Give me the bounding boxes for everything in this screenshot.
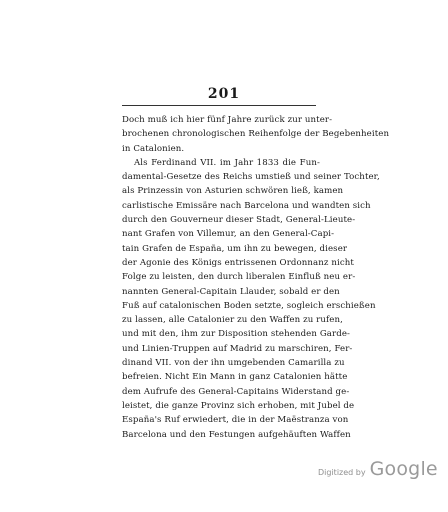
text-line: dinand VII. von der ihn umgebenden Camarilla zu xyxy=(122,358,345,369)
text-line: der Agonie des Königs entrissenen Ordonnanz nicht xyxy=(122,257,354,268)
text-line: nannten General-Capitain Llauder, sobald er den xyxy=(122,286,340,297)
text-line: in Catalonien. xyxy=(122,143,185,154)
digitized-watermark xyxy=(318,458,438,480)
header-rule xyxy=(122,105,316,106)
page-number: 201 xyxy=(207,86,241,102)
text-line: zu lassen, alle Catalonier zu den Waffen zu rufen, xyxy=(122,315,343,326)
body-text xyxy=(122,113,390,442)
text-line: Als Ferdinand VII. im Jahr 1833 die Fun- xyxy=(134,157,320,168)
watermark-prefix: Digitized by xyxy=(318,468,366,477)
text-line: Fuß auf catalonischen Boden setzte, sogleich erschießen xyxy=(122,300,376,311)
text-line: tain Grafen de España, um ihn zu bewegen, dieser xyxy=(122,243,348,254)
text-line: carlistische Emissäre nach Barcelona und wandten sich xyxy=(122,200,371,211)
text-line: nant Grafen von Villemur, an den General-Capi- xyxy=(122,229,335,240)
text-line: Barcelona und den Festungen aufgehäuften Waffen xyxy=(122,429,351,440)
text-line: und Linien-Truppen auf Madrid zu marschiren, Fer- xyxy=(122,343,353,354)
text-line: Folge zu leisten, den durch liberalen Einfluß neu er- xyxy=(122,272,356,283)
text-line: befreien. Nicht Ein Mann in ganz Catalonien hätte xyxy=(122,372,348,383)
google-logo: Google xyxy=(369,458,438,480)
text-line: brochenen chronologischen Reihenfolge der Begebenheiten xyxy=(122,129,390,140)
text-line: España's Ruf erwiedert, die in der Maëstranza von xyxy=(122,415,349,426)
text-line: leistet, die ganze Provinz sich erhoben, mit Jubel de xyxy=(122,400,355,411)
text-line: Doch muß ich hier fünf Jahre zurück zur unter- xyxy=(122,115,333,125)
text-line: als Prinzessin von Asturien schwören ließ, kamen xyxy=(122,186,344,197)
text-line: dem Aufrufe des General-Capitains Widerstand ge- xyxy=(122,386,350,397)
text-line: damental-Gesetze des Reichs umstieß und seiner Tochter, xyxy=(122,172,380,183)
text-line: durch den Gouverneur dieser Stadt, General-Lieute- xyxy=(122,215,356,226)
text-line: und mit den, ihm zur Disposition stehenden Garde- xyxy=(122,329,351,340)
